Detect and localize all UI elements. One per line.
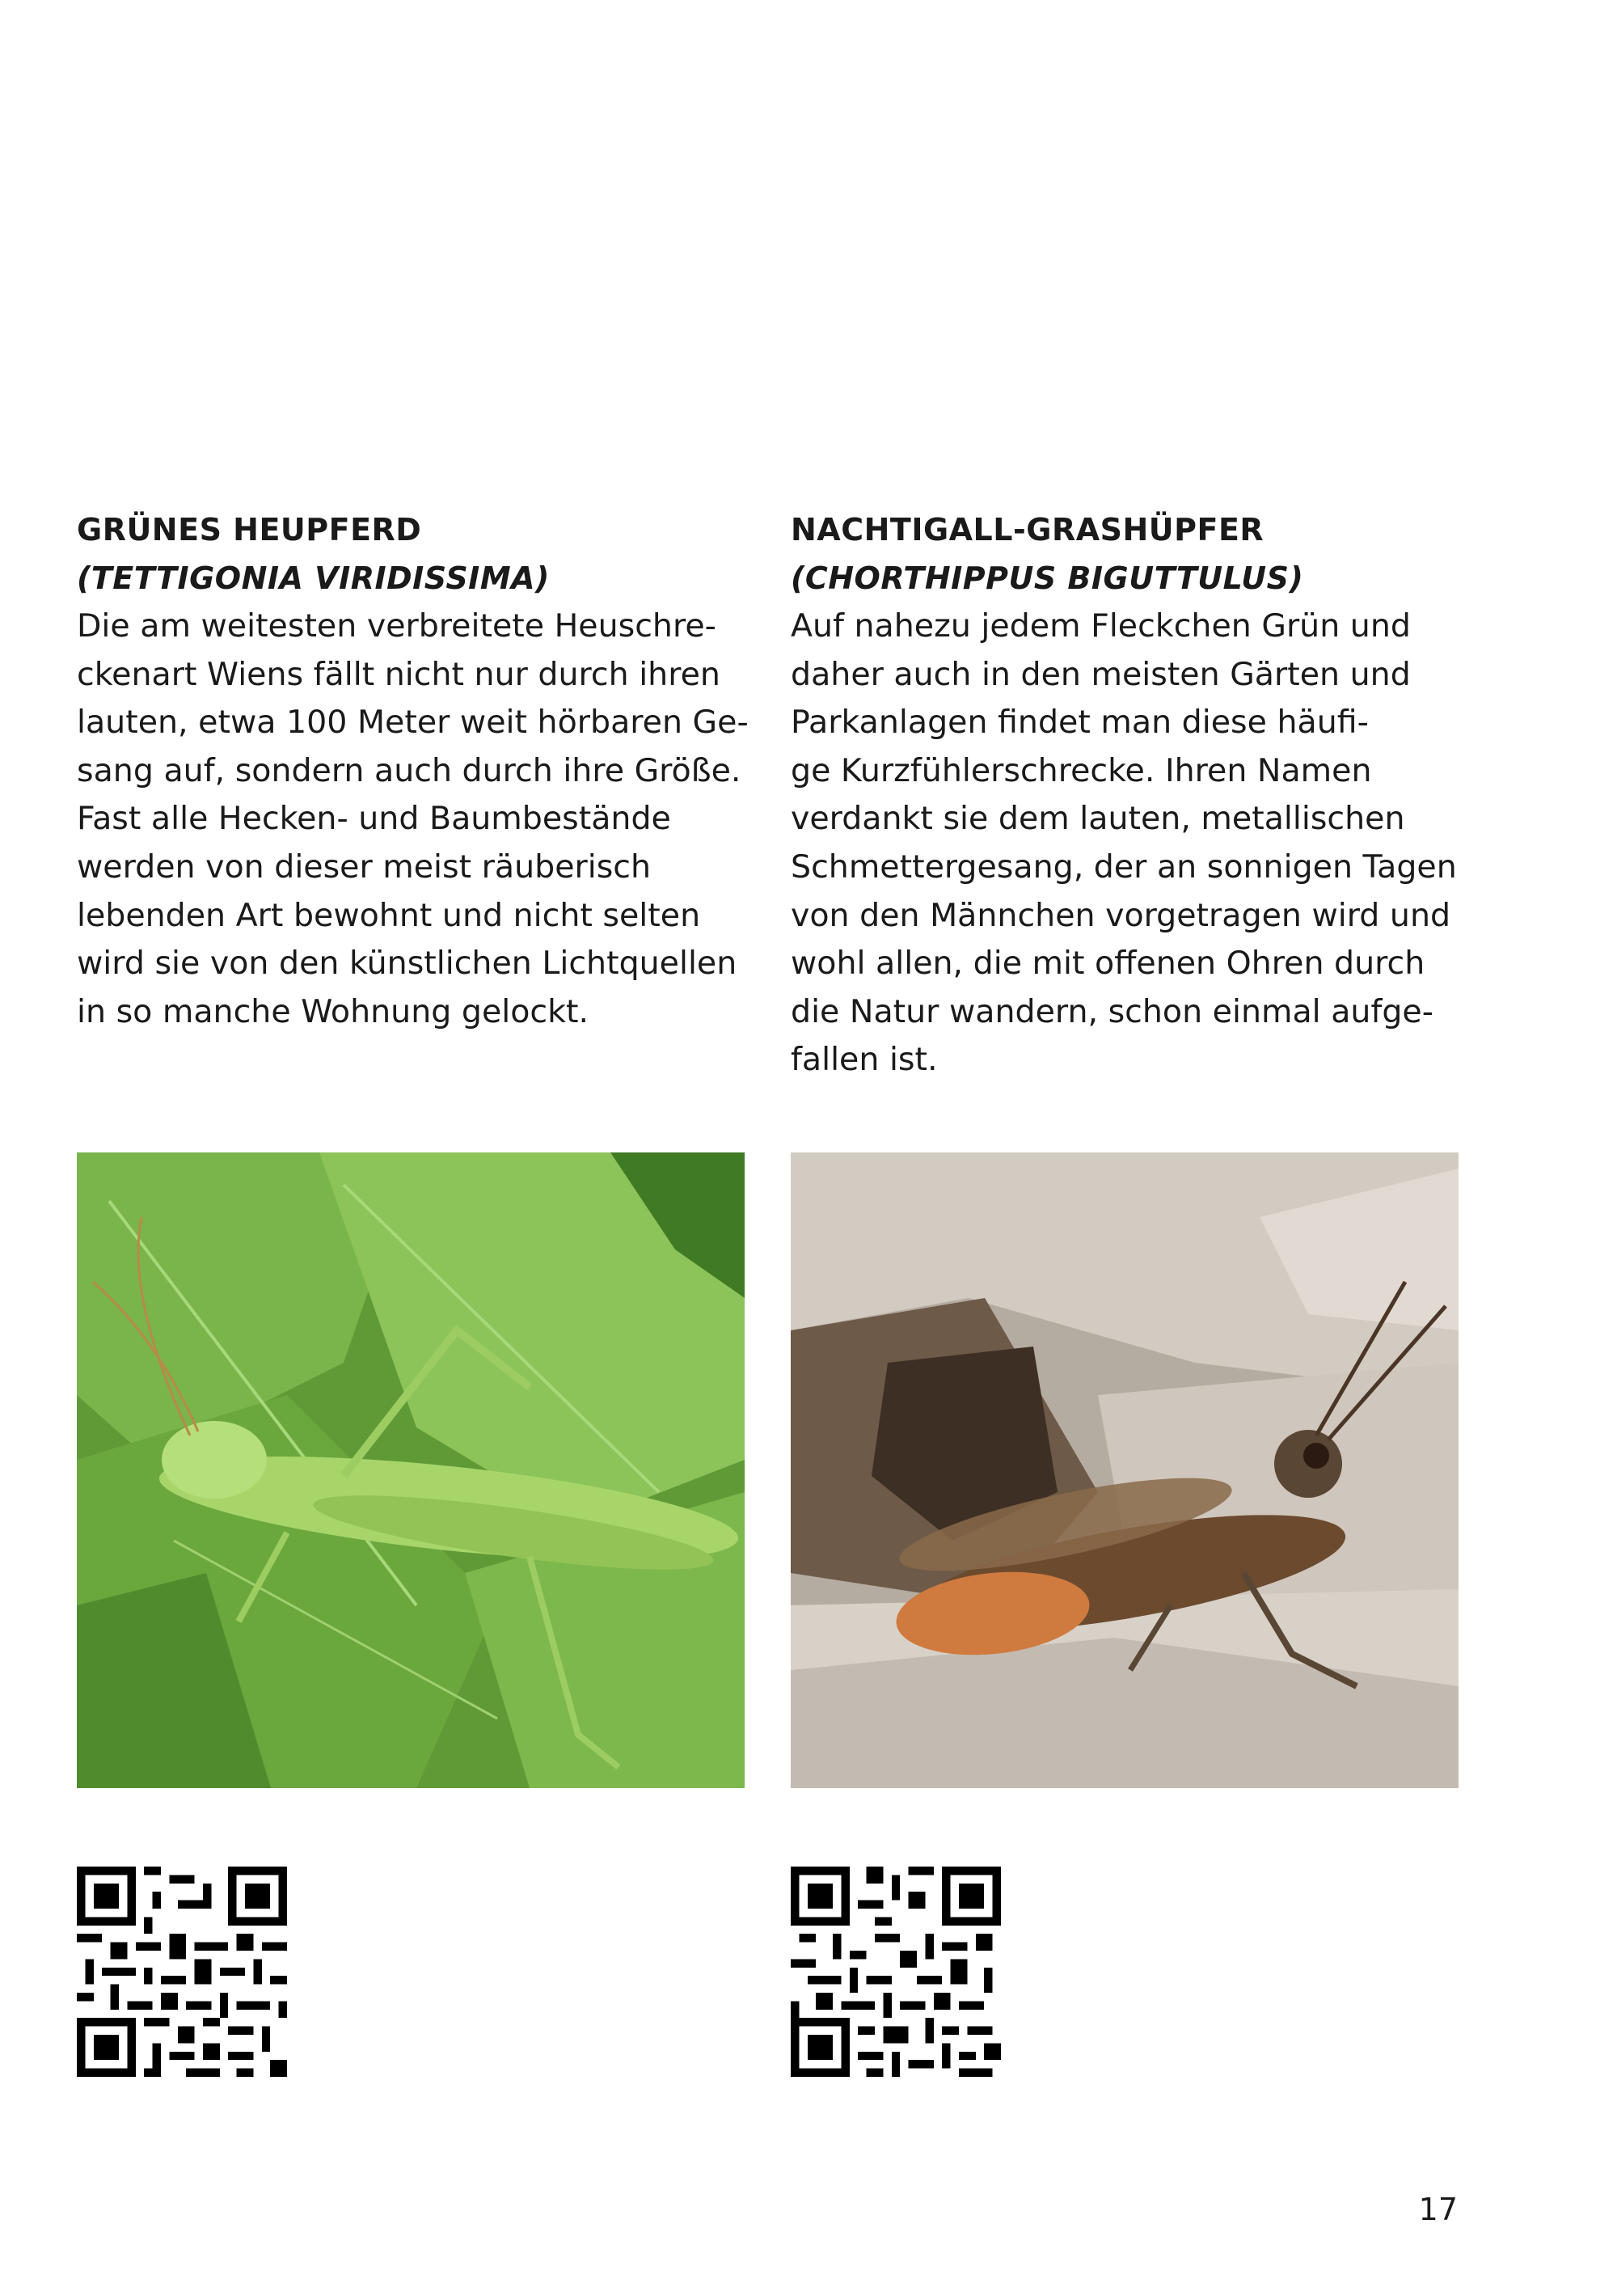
species-text-right <box>791 505 1478 1085</box>
description-line: daher auch in den meisten Gärten und <box>791 655 1411 693</box>
species-title-left: GRÜNES HEUPFERD <box>77 512 422 548</box>
species-latin-left: (TETTIGONIA VIRIDISSIMA) <box>77 560 550 596</box>
species-latin-right: (CHORTHIPPUS BIGUTTULUS) <box>791 560 1304 596</box>
description-line: von den Männchen vorgetragen wird und <box>791 896 1451 934</box>
description-line: lebenden Art bewohnt und nicht selten <box>77 896 701 934</box>
description-line: in so manche Wohnung gelockt. <box>77 992 589 1030</box>
species-text-left <box>77 505 764 1036</box>
description-line: sang auf, sondern auch durch ihre Größe. <box>77 751 741 789</box>
description-line: ge Kurzfühlerschrecke. Ihren Namen <box>791 751 1372 789</box>
description-line: Parkanlagen findet man diese häufi- <box>791 704 1369 742</box>
species-description-left <box>77 603 764 1036</box>
species-description-right <box>791 603 1478 1085</box>
description-line: Die am weitesten verbreitete Heuschre- <box>77 607 716 645</box>
description-line: Auf nahezu jedem Fleckchen Grün und <box>791 607 1411 645</box>
description-line: die Natur wandern, schon einmal aufge- <box>791 992 1433 1030</box>
qr-code-right[interactable] <box>791 1867 1001 2077</box>
photo-green-bush-cricket <box>77 1152 745 1788</box>
description-line: wohl allen, die mit offenen Ohren durch <box>791 945 1425 983</box>
description-line: werden von dieser meist räuberisch <box>77 848 652 886</box>
description-line: Fast alle Hecken- und Baumbestände <box>77 800 671 838</box>
description-line: Schmettergesang, der an sonnigen Tagen <box>791 848 1457 886</box>
description-line: verdankt sie dem lauten, metallischen <box>791 800 1405 838</box>
description-line: wird sie von den künstlichen Lichtquellen <box>77 945 737 983</box>
page-number: 17 <box>1418 2192 1458 2227</box>
photo-grasshopper <box>791 1152 1459 1788</box>
description-line: ckenart Wiens fällt nicht nur durch ihren <box>77 655 720 693</box>
qr-code-left[interactable] <box>77 1867 287 2077</box>
description-line: fallen ist. <box>791 1041 938 1079</box>
description-line: lauten, etwa 100 Meter weit hörbaren Ge- <box>77 704 749 742</box>
species-title-right: NACHTIGALL-GRASHÜPFER <box>791 512 1264 548</box>
